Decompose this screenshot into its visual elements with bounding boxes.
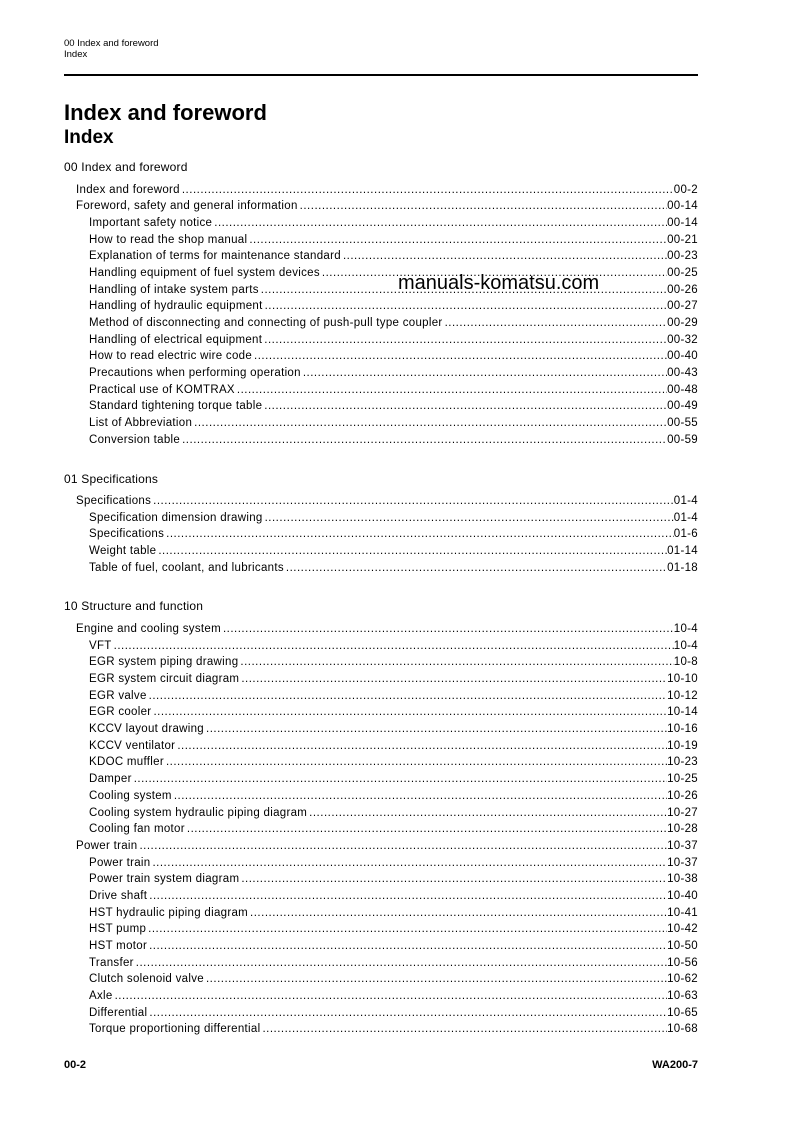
dot-leader [239,671,667,688]
dot-leader [172,788,667,805]
dot-leader [147,1005,667,1022]
toc-entry-page: 10-26 [667,789,698,802]
dot-leader [147,688,667,705]
dot-leader [150,855,667,872]
toc-entry-label: KDOC muffler [89,756,164,769]
toc-entry-page: 01-4 [673,511,698,524]
dot-leader [146,921,667,938]
dot-leader [212,215,667,232]
toc-entry-page: 10-65 [667,1006,698,1019]
toc-entry[interactable] [64,215,698,232]
toc-entry-page: 10-12 [667,689,698,702]
dot-leader [185,821,667,838]
toc-entry-page: 10-27 [667,806,698,819]
toc-entry-page: 00-23 [667,250,698,263]
toc-entry-label: Specifications [76,495,152,507]
toc-entry[interactable] [64,721,698,738]
toc-entry-label: KCCV layout drawing [89,723,205,736]
toc-entry[interactable] [64,432,698,449]
toc-entry-label: Table of fuel, coolant, and lubricants [89,561,284,574]
toc-entry-label: Explanation of terms for maintenance standard [89,250,341,263]
toc-entry-page: 10-42 [667,923,698,936]
toc-entry-label: VFT [89,639,112,652]
toc-entry[interactable] [64,198,698,215]
toc-entry-label: Precautions when performing operation [89,367,301,380]
toc-entry-label: Specification dimension drawing [89,511,263,524]
toc-entry[interactable] [64,704,698,721]
toc-entry[interactable] [64,382,698,399]
toc-entry[interactable] [64,988,698,1005]
dot-leader [132,771,667,788]
toc-entry[interactable] [64,265,698,282]
toc-entry-label: Specifications [89,528,165,541]
dot-leader [164,526,674,543]
toc-entry-page: 00-29 [667,317,698,329]
toc-entry[interactable] [64,348,698,365]
dot-leader [147,888,667,905]
toc-entry[interactable] [64,315,698,332]
header-chapter: 00 Index and foreword [64,38,159,49]
toc-entry-label: KCCV ventilator [89,739,176,752]
dot-leader [151,493,674,510]
toc-entry-label: EGR system circuit diagram [89,673,240,685]
toc-entry-label: Engine and cooling system [76,622,221,635]
dot-leader [204,721,667,738]
toc-entry-page: 00-49 [667,400,698,413]
toc-entry-page: 10-25 [667,773,698,786]
watermark: manuals-komatsu.com [398,272,600,294]
toc-entry-label: EGR valve [89,689,147,702]
toc-entry-label: Cooling system [89,789,172,802]
header-rule [64,74,698,76]
dot-leader [341,248,667,265]
toc-entry-label: Handling of hydraulic equipment [89,300,263,313]
toc-entry[interactable] [64,493,698,510]
toc-entry[interactable] [64,415,698,432]
dot-leader [147,938,667,955]
dot-leader [112,638,674,655]
toc-section-title: 00 Index and foreword [64,160,188,174]
toc-entry[interactable] [64,788,698,805]
toc-entry[interactable] [64,838,698,855]
toc-entry-page: 00-43 [667,367,698,380]
dot-leader [151,704,667,721]
toc-entry-page: 10-19 [667,739,698,752]
toc-entry-page: 00-55 [667,417,698,430]
toc-entry-label: Handling equipment of fuel system devices [89,266,320,279]
dot-leader [164,754,667,771]
toc-entry[interactable] [64,543,698,560]
toc-entry[interactable] [64,888,698,905]
toc-entry-label: How to read the shop manual [89,233,248,246]
toc-entry[interactable] [64,688,698,705]
toc-entry-label: Important safety notice [89,216,213,229]
toc-entry-label: Handling of intake system parts [89,283,259,296]
toc-entry-page: 10-4 [673,639,698,652]
toc-entry[interactable] [64,560,698,577]
header-section: Index [64,49,88,60]
toc-entry-page: 10-10 [667,673,698,685]
toc-entry-label: Handling of electrical equipment [89,333,263,346]
toc-entry-page: 10-40 [667,889,698,902]
toc-entry-page: 10-62 [667,973,698,986]
toc-entry-label: EGR system piping drawing [89,656,239,669]
toc-entry[interactable] [64,754,698,771]
toc-entry[interactable] [64,771,698,788]
toc-entry-label: Damper [89,773,132,786]
toc-entry[interactable] [64,955,698,972]
dot-leader [175,738,667,755]
toc-entry-label: Torque proportioning differential [89,1023,261,1036]
toc-entry-label: How to read electric wire code [89,350,253,363]
toc-entry[interactable] [64,298,698,315]
toc-entry-label: Weight table [89,545,157,558]
dot-leader [113,988,668,1005]
dot-leader [263,510,674,527]
dot-leader [263,298,667,315]
toc-entry-page: 00-40 [667,350,698,363]
toc-entry-page: 00-14 [667,216,698,229]
toc-entry-page: 10-50 [667,940,698,952]
toc-entry[interactable] [64,248,698,265]
toc-entry-page: 10-8 [673,656,698,669]
toc-entry-label: Practical use of KOMTRAX [89,383,235,396]
toc-entry[interactable] [64,621,698,638]
toc-entry[interactable] [64,526,698,543]
dot-leader [239,871,667,888]
table-of-contents [64,159,698,1060]
toc-entry[interactable] [64,821,698,838]
toc-entry-label: Conversion table [89,433,181,446]
toc-entry-page: 10-37 [667,839,698,852]
toc-entry[interactable] [64,232,698,249]
toc-section-title: 01 Specifications [64,471,159,486]
toc-entry-page: 00-14 [667,200,698,213]
toc-entry-page: 10-28 [667,823,698,836]
toc-entry[interactable] [64,654,698,671]
toc-entry-page: 10-37 [667,856,698,869]
toc-entry-label: HST motor [89,940,148,952]
dot-leader [248,905,667,922]
toc-entry[interactable] [64,510,698,527]
toc-entry[interactable] [64,638,698,655]
toc-entry[interactable] [64,398,698,415]
dot-leader [180,182,674,199]
dot-leader [180,432,667,449]
toc-entry-label: Differential [89,1006,148,1019]
dot-leader [262,332,667,349]
toc-entry-page: 00-21 [667,233,698,246]
toc-section [64,598,698,1038]
toc-entry[interactable] [64,1021,698,1038]
toc-entry-page: 10-63 [667,990,698,1003]
toc-entry[interactable] [64,738,698,755]
toc-entry-page: 00-25 [667,266,698,279]
toc-entry-page: 10-41 [667,906,698,919]
toc-entry-label: Method of disconnecting and connecting of push-pull type coupler [89,317,443,329]
toc-entry[interactable] [64,855,698,872]
dot-leader [192,415,667,432]
dot-leader [301,365,667,382]
toc-section-title: 10 Structure and function [64,599,204,614]
toc-entry-page: 00-32 [667,333,698,346]
dot-leader [260,1021,667,1038]
dot-leader [307,805,667,822]
toc-entry[interactable] [64,805,698,822]
toc-entry-label: Standard tightening torque table [89,400,263,413]
dot-leader [235,382,667,399]
toc-entry-label: Power train [76,839,138,852]
footer-model: WA200-7 [652,1059,698,1071]
dot-leader [156,543,667,560]
toc-entry-page: 10-4 [673,622,698,635]
toc-entry-page: 01-18 [667,561,698,574]
toc-entry-page: 00-48 [667,383,698,396]
dot-leader [443,315,668,332]
running-header [64,38,159,60]
toc-entry[interactable] [64,182,698,199]
toc-entry[interactable] [64,671,698,688]
dot-leader [238,654,673,671]
toc-entry-label: Index and foreword [76,183,180,196]
toc-section [64,159,698,449]
toc-entry[interactable] [64,938,698,955]
toc-entry-label: Cooling system hydraulic piping diagram [89,806,308,819]
toc-entry-label: Transfer [89,956,134,969]
toc-entry[interactable] [64,365,698,382]
dot-leader [262,398,667,415]
toc-entry-page: 10-56 [667,956,698,969]
toc-entry-page: 10-23 [667,756,698,769]
dot-leader [252,348,667,365]
dot-leader [284,560,667,577]
toc-entry-page: 10-16 [667,723,698,736]
toc-entry-label: Power train [89,856,151,869]
toc-entry-page: 00-2 [673,183,698,196]
dot-leader [204,971,667,988]
toc-entry-label: Clutch solenoid valve [89,973,204,986]
toc-entry[interactable] [64,332,698,349]
toc-entry-page: 01-14 [667,545,698,558]
toc-entry-label: Cooling fan motor [89,823,185,836]
dot-leader [134,955,667,972]
page-subtitle: Index [64,127,114,148]
toc-entry-label: EGR cooler [89,706,152,719]
toc-entry-label: HST pump [89,923,147,936]
toc-entry-page: 00-59 [667,433,698,446]
toc-entry[interactable] [64,971,698,988]
toc-entry-page: 00-26 [667,283,698,296]
toc-entry[interactable] [64,905,698,922]
toc-entry[interactable] [64,921,698,938]
footer-page-number: 00-2 [64,1059,87,1071]
toc-section [64,471,698,577]
toc-entry-label: Axle [89,990,113,1003]
toc-entry[interactable] [64,282,698,299]
toc-entry[interactable] [64,871,698,888]
toc-entry-label: Foreword, safety and general information [76,200,298,213]
dot-leader [137,838,667,855]
dot-leader [221,621,674,638]
toc-entry-page: 10-38 [667,873,698,886]
toc-entry-page: 00-27 [667,300,698,313]
toc-entry-label: Drive shaft [89,889,148,902]
dot-leader [298,198,667,215]
toc-entry-page: 10-68 [667,1023,698,1036]
toc-entry-page: 01-6 [673,528,698,541]
toc-entry-page: 01-4 [673,495,698,507]
dot-leader [247,232,667,249]
toc-entry-label: HST hydraulic piping diagram [89,906,249,919]
toc-entry-page: 10-14 [667,706,698,719]
toc-entry[interactable] [64,1005,698,1022]
toc-entry-label: Power train system diagram [89,873,240,886]
toc-entry-label: List of Abbreviation [89,417,193,430]
page-title: Index and foreword [64,100,267,125]
